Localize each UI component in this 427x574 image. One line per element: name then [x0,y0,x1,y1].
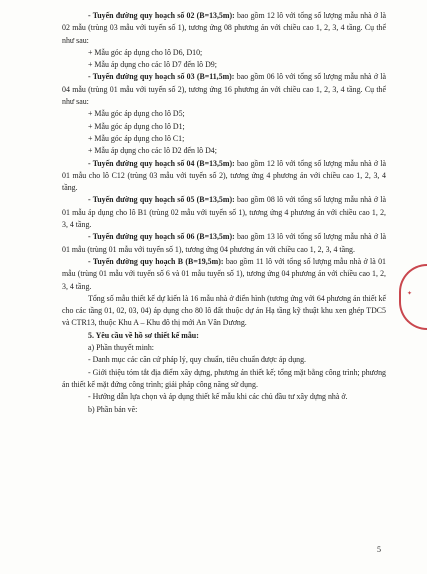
bullet-item: + Mẫu áp dụng cho các lô D2 đến lô D4; [88,146,217,156]
paragraph-route-02 [62,10,386,47]
section-5-heading [62,330,386,342]
paragraph-route-06 [62,231,386,256]
paragraph-item: - Giới thiệu tóm tắt địa điểm xây dựng, phương án thiết kế; tổng mặt bằng công trình; phương án thiết kế mặt đứng công trình; giải pháp công năng sử dụng. [62,367,386,389]
route-b-heading: - Tuyến đường quy hoạch B (B=19,5m): [88,256,224,266]
section-5-title: 5. Yêu cầu về hồ sơ thiết kế mẫu: [88,330,199,340]
bullet-item: + Mẫu góc áp dụng cho lô D6, D10; [88,47,203,57]
paragraph-item: - Danh mục các căn cứ pháp lý, quy chuẩn, tiêu chuẩn được áp dụng. [88,355,307,365]
document-body [62,10,386,416]
route-04-text: bao gồm 12 lô với tổng số lượng mẫu nhà ở là 01 mẫu cho lô C12 (trùng 03 mẫu với tuyến số 2), tương ứng 4 phương án với chiều cao 1, 2, 3, 4 tầng. [62,158,386,193]
paragraph-item: - Hướng dẫn lựa chọn và áp dụng thiết kế mẫu khi các chủ đầu tư xây dựng nhà ở. [88,392,348,402]
route-02-text: bao gồm 12 lô với tổng số lượng mẫu nhà ở là 02 mẫu (trùng 03 mẫu với tuyến số 1), tương ứng 08 phương án với chiều cao 1, 2, 3, 4 tầng. Cụ thể như sau: [62,11,386,45]
bullet-item: + Mẫu áp dụng cho các lô D7 đến lô D9; [88,60,217,70]
paragraph-summary: Tổng số mẫu thiết kế dự kiến là 16 mẫu nhà ở điển hình (tương ứng với 64 phương án thiết kế cho các tầng 01, 02, 03, 04) áp dụng cho 80 lô đất thuộc dự án Hạ tầng kỹ thuật khu xen ghép TDC5 và CTR13, thuộc Khu A – Khu đô thị mới An Vân Dương. [62,293,386,328]
bullet-item: + Mẫu góc áp dụng cho lô D5; [88,109,185,119]
route-05-text: bao gồm 08 lô với tổng số lượng mẫu nhà ở là 01 mẫu áp dụng cho lô B1 (trùng 02 mẫu với tuyến số 1), tương ứng 4 phương án với chiều cao 1, 2, 3, 4 tầng. [62,195,386,230]
route-06-text: bao gồm 13 lô với tổng số lượng mẫu nhà ở là 01 mẫu (trùng 01 mẫu với tuyến số 1), tương ứng 04 phương án với chiều cao 1, 2, 3, 4 tầng. [62,232,386,254]
paragraph-route-05 [62,194,386,231]
route-06-heading: - Tuyến đường quy hoạch số 06 (B=13,5m): [88,232,235,242]
subsection-a-heading: a) Phần thuyết minh: [88,343,154,353]
bullet-item: + Mẫu góc áp dụng cho lô C1; [88,133,185,143]
route-03-text: bao gồm 06 lô với tổng số lượng mẫu nhà ở là 04 mẫu (trùng 01 mẫu với tuyến số 2), tương ứng 16 phương án với chiều cao 1, 2, 3, 4 tầng. Cụ thể như sau: [62,72,386,107]
route-03-heading: - Tuyến đường quy hoạch số 03 (B=11,5m): [88,72,235,82]
paragraph-route-b [62,256,386,293]
subsection-b-heading: b) Phần bản vẽ: [88,404,138,414]
paragraph-route-03 [62,71,386,108]
route-b-text: bao gồm 11 lô với tổng số lượng mẫu nhà ở là 01 mẫu (trùng 01 mẫu với tuyến số 6 và 01 mẫu tuyến số 1), tương ứng 04 phương án với chiều cao 1, 2, 3, 4 tầng. [62,256,386,291]
route-02-heading: - Tuyến đường quy hoạch số 02 (B=13,5m): [88,11,235,20]
bullet-item: + Mẫu góc áp dụng cho lô D1; [88,121,185,131]
red-stamp-seal: ✦ [399,264,427,330]
paragraph-route-04 [62,158,386,195]
route-05-heading: - Tuyến đường quy hoạch số 05 (B=13,5m): [88,195,235,205]
route-04-heading: - Tuyến đường quy hoạch số 04 (B=13,5m): [88,158,235,168]
page-number: 5 [377,545,381,554]
